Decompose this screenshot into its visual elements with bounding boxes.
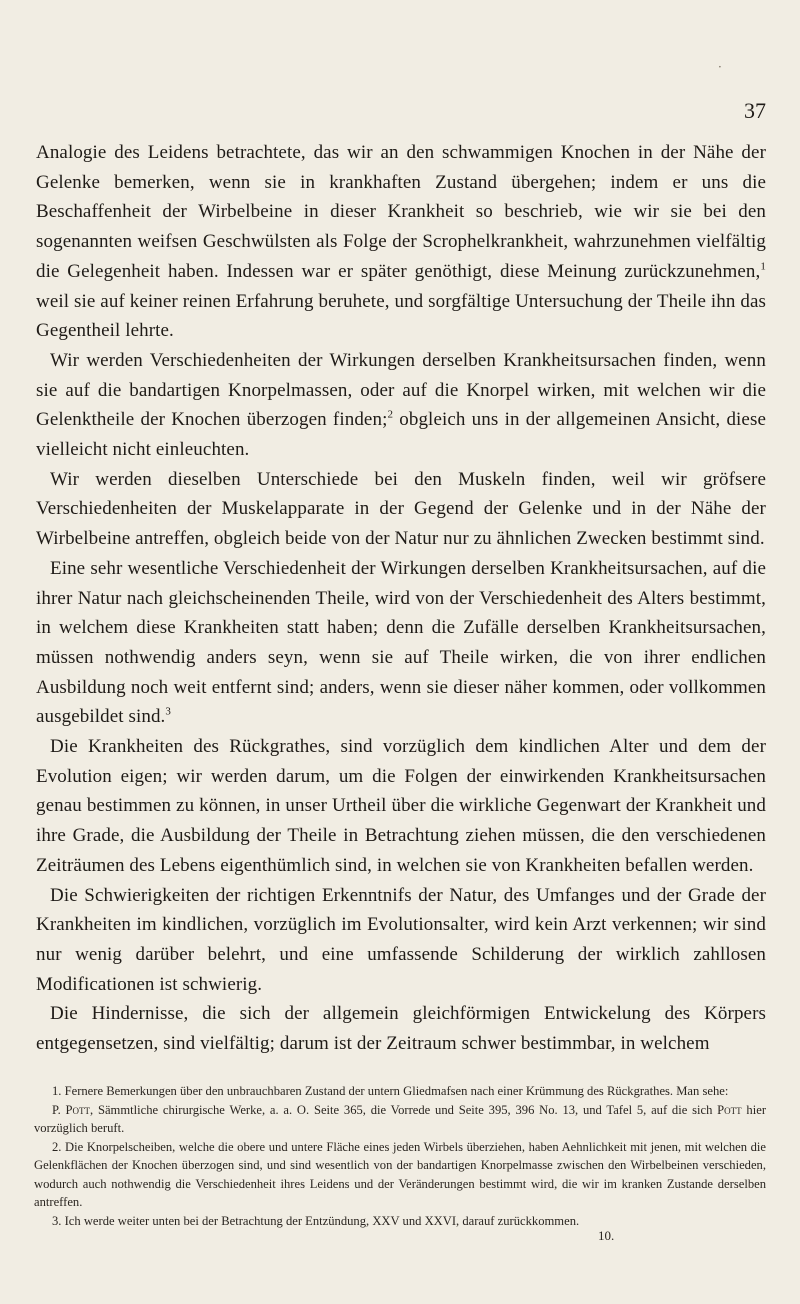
- footnote-3: [34, 1212, 766, 1231]
- footnote-text: 3. Ich werde weiter unten bei der Betrachtung der Entzündung, XXV und XXVI, darauf zurückkommen.: [52, 1213, 580, 1228]
- footnote-text: , Sämmtliche chirurgische Werke, a. a. O. Seite 365, die Vorrede und Seite 395, 396 No. 13, und Tafel 5, auf die sich: [90, 1102, 718, 1117]
- footnote-2: [34, 1138, 766, 1212]
- paragraph-text: Analogie des Leidens betrachtete, das wir an den schwammigen Knochen in der Nähe der Gelenke bemerken, wenn sie in krankhaften Zustand übergehen; indem er uns die Beschaffenheit der Wirbelbeine in dieser Krankheit so beschrieb, wie wir sie bei den sogenannten weifsen Geschwülsten als Folge der Scrophelkrankheit, wahrzunehmen vielfältig die Gelegenheit haben. Indessen war er später genöthigt, diese Meinung zurückzunehmen,: [36, 142, 766, 282]
- footnote-text: 2. Die Knorpelscheiben, welche die obere und untere Fläche eines jeden Wirbels überziehen, haben Aehnlichkeit mit jenen, mit welchen die Gelenkflächen der Knochen überzogen sind, und sind wesentlich von der bandartigen Knorpelmasse zwischen den Wirbelbeinen verschieden, wodurch auch nothwendig die Verschiedenheit ihres Leidens und der Veränderungen bestimmt wird, die wir im kranken Zustande derselben antreffen.: [34, 1139, 766, 1209]
- footnote-text-continued: hier vorzüglich beruft.: [34, 1102, 767, 1135]
- paragraph: [36, 554, 766, 732]
- footnote-1: [34, 1082, 766, 1101]
- footnote-reference: 3: [165, 706, 172, 719]
- catchword: 10.: [598, 1228, 615, 1243]
- paragraph-text: Wir werden Verschiedenheiten der Wirkungen derselben Krankheitsursachen finden, wenn sie auf die bandartigen Knorpelmassen, oder auf die Knorpel wirken, mit welchen wir die Gelenktheile der Knochen überzogen finden;: [36, 349, 766, 431]
- paragraph: [36, 138, 766, 346]
- footnote-text: 1. Fernere Bemerkungen über den unbrauchbaren Zustand der untern Gliedmafsen nach einer Krümmung des Rückgrathes. Man sehe:: [52, 1084, 729, 1098]
- author-name: Pott: [717, 1102, 742, 1117]
- paragraph-text-continued: weil sie auf keiner reinen Erfahrung beruhete, und sorgfältige Untersuchung der Theile ihn das Gegentheil lehrte.: [36, 290, 766, 342]
- paragraph: [36, 465, 766, 554]
- paragraph-text: Die Schwierigkeiten der richtigen Erkenntnifs der Natur, des Umfanges und der Grade der Krankheiten im kindlichen, vorzüglich im Evolutionsalter, wird kein Arzt verkennen; wir sind nur wenig darüber belehrt, und eine umfassende Schilderung der wirklich zahllosen Modificationen ist schwierig.: [36, 884, 766, 995]
- paragraph-text: Die Krankheiten des Rückgrathes, sind vorzüglich dem kindlichen Alter und dem der Evolution eigen; wir werden darum, um die Folgen der einwirkenden Krankheitsursachen genau bestimmen zu können, in unser Urtheil über die wirkliche Gegenwart der Krankheit und ihre Grade, die Ausbildung der Theile in Betrachtung ziehen müssen, die den verschiedenen Zeiträumen des Lebens eigenthümlich sind, in welchen sie von Krankheiten befallen werden.: [36, 736, 766, 876]
- footnotes: [34, 1082, 766, 1230]
- footnote-1-reference: P. Pott, Sämmtliche chirurgische Werke, a. a. O. Seite 365, die Vorrede und Seite 395, 396 No. 13, und Tafel 5, auf die sich Pott hier vorzüglich beruft.: [34, 1102, 767, 1135]
- paragraph-text: Wir werden dieselben Unterschiede bei den Muskeln finden, weil wir gröfsere Verschiedenheiten der Muskelapparate in der Gegend der Gelenke und in der Nähe der Wirbelbeine antreffen, obgleich beide von der Natur nur zu ähnlichen Zwecken bestimmt sind.: [36, 468, 766, 550]
- paragraph: [36, 346, 766, 465]
- paragraph-text: Die Hindernisse, die sich der allgemein gleichförmigen Entwickelung des Körpers entgegensetzen, sind vielfältig; darum ist der Zeitraum schwer bestimmbar, in welchem: [36, 1003, 766, 1055]
- print-mark: ·: [718, 60, 722, 74]
- footnote-reference: 2: [387, 409, 394, 421]
- main-text: [36, 138, 766, 1059]
- paragraph-text-continued: obgleich uns in der allgemeinen Ansicht, diese vielleicht nicht einleuchten.: [36, 409, 766, 461]
- page-number: 37: [744, 98, 766, 123]
- footnote-reference: 1: [760, 260, 766, 273]
- paragraph: [36, 999, 766, 1058]
- paragraph-text: Eine sehr wesentliche Verschiedenheit der Wirkungen derselben Krankheitsursachen, auf die ihrer Natur nach gleichscheinenden Theile, wird von der Verschiedenheit des Alters bestimmt, in welchem diese Krankheiten statt haben; denn die Zufälle derselben Krankheitsursachen, müssen nothwendig anders seyn, wenn sie auf Theile wirken, die von ihrer endlichen Ausbildung noch weit entfernt sind; anders, wenn sie dieser näher kommen, oder vollkommen ausgebildet sind.: [36, 557, 766, 728]
- paragraph: [36, 732, 766, 881]
- author-name: Pott: [65, 1102, 91, 1117]
- paragraph: [36, 881, 766, 1000]
